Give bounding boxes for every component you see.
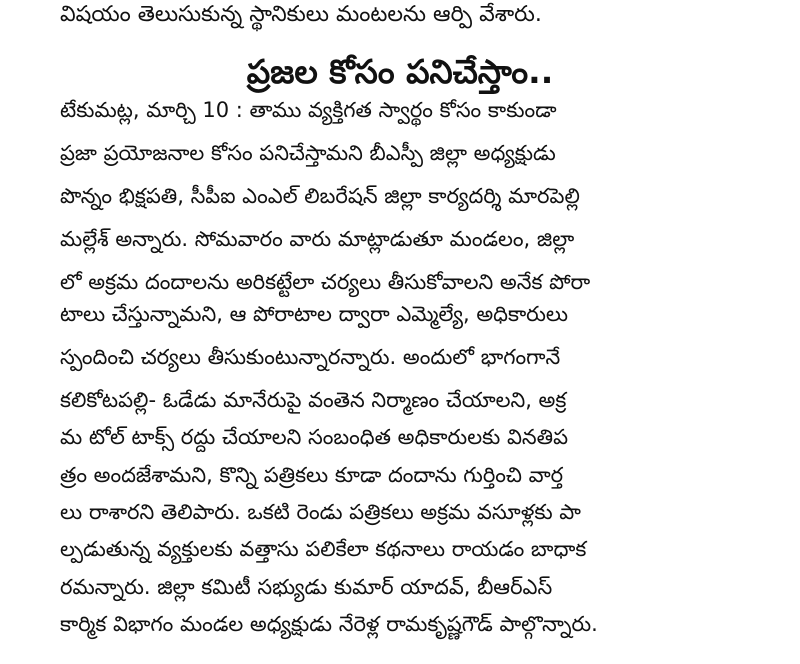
body-line: కార్మిక విభాగం మండల అధ్యక్షుడు నేరెళ్ల రామకృష్ణగౌడ్ పాల్గొన్నారు. <box>60 612 598 636</box>
body-line: కలికోటపల్లి- ఓడేడు మానేరుపై వంతెన నిర్మాణం చేయాలని, అక్ర <box>60 388 567 412</box>
previous-article-last-line: విషయం తెలుసుకున్న స్థానికులు మంటలను ఆర్పి వేశారు. <box>60 2 542 27</box>
article-headline: ప్రజల కోసం పనిచేస్తాం.. <box>246 52 554 91</box>
body-line: లో అక్రమ దందాలను అరికట్టేలా చర్యలు తీసుకోవాలని అనేక పోరా <box>60 270 591 294</box>
body-line: ప్రజా ప్రయోజనాల కోసం పనిచేస్తామని బీఎస్పీ జిల్లా అధ్యక్షుడు <box>60 141 556 165</box>
body-line: మ టోల్ టాక్స్ రద్దు చేయాలని సంబంధిత అధికారులకు వినతిప <box>60 425 569 449</box>
body-line: మల్లేశ్ అన్నారు. సోమవారం వారు మాట్లాడుతూ మండలం, జిల్లా <box>60 227 575 251</box>
body-line: ల్పడుతున్న వ్యక్తులకు వత్తాసు పలికేలా కథనాలు రాయడం బాధాక <box>60 537 587 561</box>
body-line: పొన్నం భిక్షపతి, సీపీఐ ఎంఎల్ లిబరేషన్ జిల్లా కార్యదర్శి మారపెల్లి <box>60 184 580 208</box>
body-line: లు రాశారని తెలిపారు. ఒకటి రెండు పత్రికలు అక్రమ వసూళ్లకు పా <box>60 500 581 524</box>
body-line: టేకుమట్ల, మార్చి 10 : తాము వ్యక్తిగత స్వార్థం కోసం కాకుండా <box>60 98 557 122</box>
body-line: స్పందించి చర్యలు తీసుకుంటున్నారన్నారు. అందులో భాగంగానే <box>60 345 561 369</box>
body-line: రమన్నారు. జిల్లా కమిటీ సభ్యుడు కుమార్ యాదవ్, బీఆర్ఎస్ <box>60 575 553 599</box>
next-headline-fragment <box>0 648 800 664</box>
body-line: టాలు చేస్తున్నామని, ఆ పోరాటాల ద్వారా ఎమ్మెల్యే, అధికారులు <box>60 302 569 326</box>
body-line: త్రం అందజేశామని, కొన్ని పత్రికలు కూడా దందాను గుర్తించి వార్త <box>60 463 564 487</box>
